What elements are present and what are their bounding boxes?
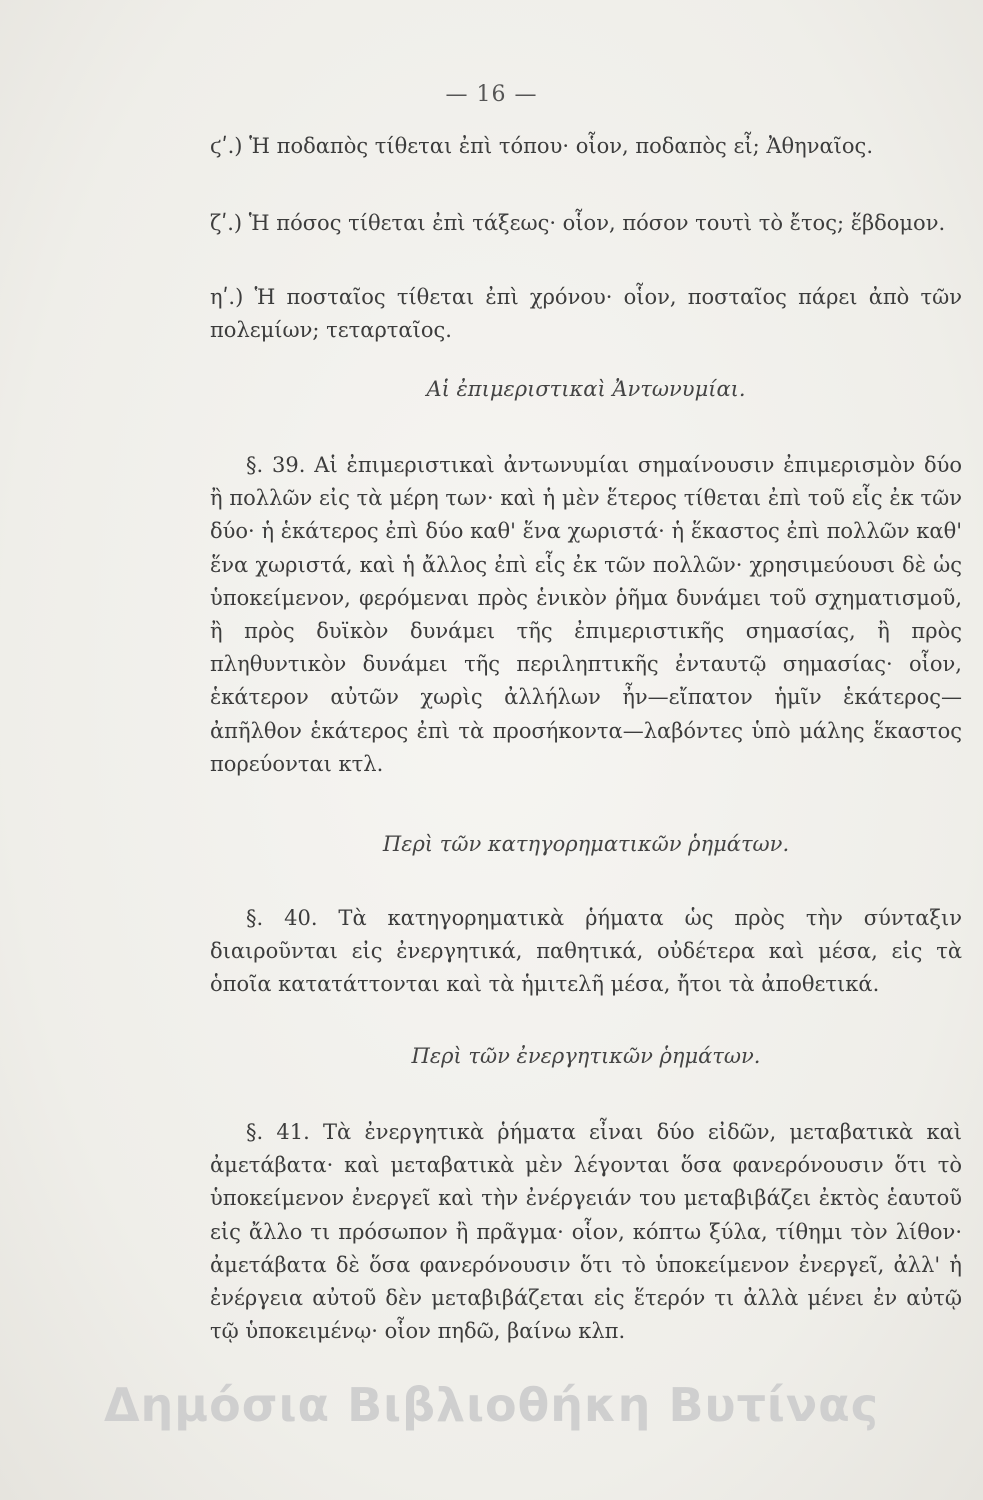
section-39: §. 39. Αἱ ἐπιμεριστικαὶ ἀντωνυμίαι σημαίνουσιν ἐπιμερισμὸν δύο ἢ πολλῶν εἰς τὰ μέρη των· καὶ ἡ μὲν ἕτερος τίθεται ἐπὶ τοῦ εἷς ἐκ τῶν δύο· ἡ ἑκάτερος ἐπὶ δύο καθ' ἕνα χωριστά· ἡ ἕκαστος ἐπὶ πολλῶν καθ' ἕνα χωριστά, καὶ ἡ ἄλλος ἐπὶ εἷς ἐκ τῶν πολλῶν· χρησιμεύουσι δὲ ὡς ὑποκείμενον, φερόμεναι πρὸς ἑνικὸν ῥῆμα δυνάμει τοῦ σχηματισμοῦ, ἢ πρὸς δυϊκὸν δυνάμει τῆς ἐπιμεριστικῆς σημασίας, ἢ πρὸς πληθυντικὸν δυνάμει τῆς περιληπτικῆς ἐνταυτῷ σημασίας· οἷον, ἑκάτερον αὐτῶν χωρὶς ἀλλήλων ἦν—εἴπατον ἡμῖν ἑκάτερος—ἀπῆλθον ἑκάτερος ἐπὶ τὰ προσήκοντα—λαβόντες ὑπὸ μάλης ἕκαστος πορεύονται κτλ. <box>210 453 962 776</box>
paragraph-zeta: ζʹ.) Ἡ πόσος τίθεται ἐπὶ τάξεως· οἷον, πόσον τουτὶ τὸ ἔτος; ἕβδομον. <box>210 211 946 235</box>
section-41: §. 41. Τὰ ἐνεργητικὰ ῥήματα εἶναι δύο εἰδῶν, μεταβατικὰ καὶ ἀμετάβατα· καὶ μεταβατικὰ μὲν λέγονται ὅσα φανερόνουσιν ὅτι τὸ ὑποκείμενον ἐνεργεῖ καὶ τὴν ἐνέργειάν του μεταβιβάζει ἐκτὸς ἑαυτοῦ εἰς ἄλλο τι πρόσωπον ἢ πρᾶγμα· οἷον, κόπτω ξύλα, τίθημι τὸν λίθον· ἀμετάβατα δὲ ὅσα φανερόνουσιν ὅτι τὸ ὑποκείμενον ἐνεργεῖ, ἀλλ' ἡ ἐνέργεια αὐτοῦ δὲν μεταβιβάζεται εἰς ἕτερόν τι ἀλλὰ μένει ἐν αὐτῷ τῷ ὑποκειμένῳ· οἷον πηδῶ, βαίνω κλπ. <box>210 1120 962 1344</box>
section-40: §. 40. Τὰ κατηγορηματικὰ ῥήματα ὡς πρὸς τὴν σύνταξιν διαιροῦνται εἰς ἐνεργητικά, παθητικά, οὐδέτερα καὶ μέσα, εἰς τὰ ὁποῖα κατατάττονται καὶ τὰ ἡμιτελῆ μέσα, ἤτοι τὰ ἀποθετικά. <box>210 906 962 997</box>
paragraph-stigma: ϛʹ.) Ἡ ποδαπὸς τίθεται ἐπὶ τόπου· οἷον, ποδαπὸς εἶ; Ἀθηναῖος. <box>210 134 873 158</box>
heading-predicative-verbs: Περὶ τῶν κατηγορηματικῶν ῥημάτων. <box>382 832 790 856</box>
library-watermark: Δημόσια Βιβλιοθήκη Βυτίνας <box>103 1378 880 1432</box>
paragraph-eta: ηʹ.) Ἡ ποσταῖος τίθεται ἐπὶ χρόνου· οἷον, ποσταῖος πάρει ἀπὸ τῶν πολεμίων; τεταρταῖος. <box>210 285 962 343</box>
heading-active-verbs: Περὶ τῶν ἐνεργητικῶν ῥημάτων. <box>411 1044 761 1068</box>
heading-distributive-pronouns: Αἱ ἐπιμεριστικαὶ Ἀντωνυμίαι. <box>426 377 746 401</box>
page-number: — 16 — <box>445 82 538 107</box>
